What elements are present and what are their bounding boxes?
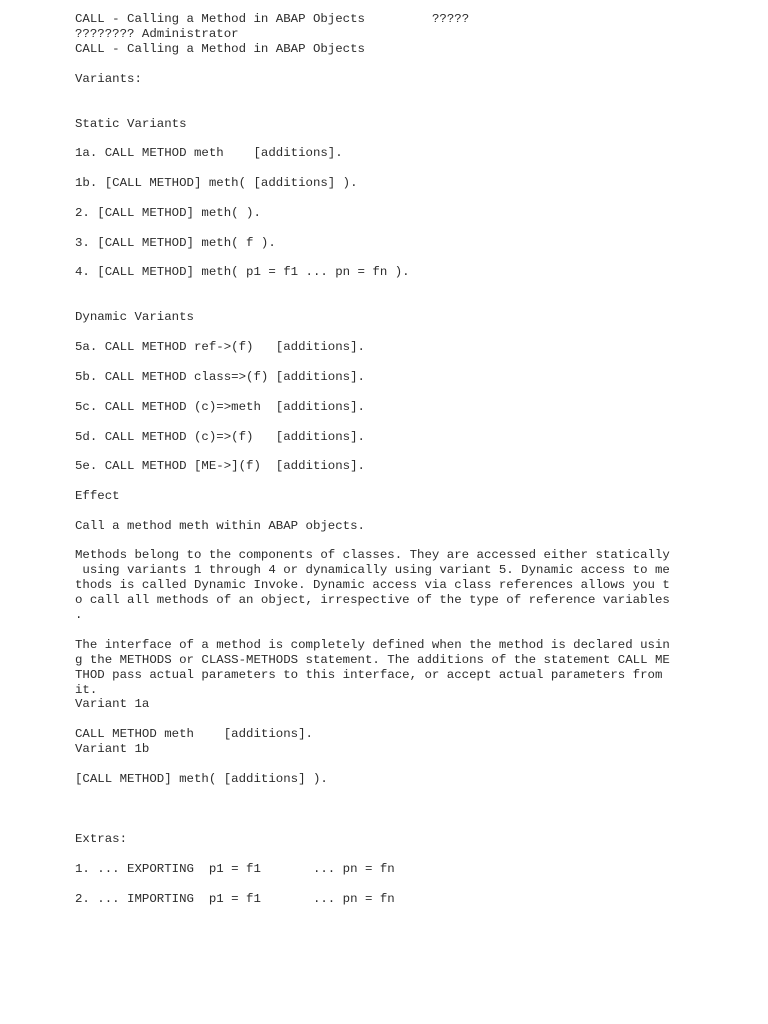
extras-heading: Extras: bbox=[75, 832, 128, 846]
interface-paragraph-line: The interface of a method is completely defined when the method is declared usin bbox=[75, 638, 670, 652]
variant-1a-syntax: CALL METHOD meth [additions]. bbox=[75, 727, 313, 741]
static-variant-line: 3. [CALL METHOD] meth( f ). bbox=[75, 236, 276, 250]
dynamic-variants-heading: Dynamic Variants bbox=[75, 310, 194, 324]
doc-repeat-title: CALL - Calling a Method in ABAP Objects bbox=[75, 42, 365, 56]
interface-paragraph-line: g the METHODS or CLASS-METHODS statement. The additions of the statement CALL ME bbox=[75, 653, 670, 667]
effect-heading: Effect bbox=[75, 489, 120, 503]
static-variant-line: 1a. CALL METHOD meth [additions]. bbox=[75, 146, 343, 160]
doc-title-line: CALL - Calling a Method in ABAP Objects bbox=[75, 12, 365, 26]
effect-paragraph-line: using variants 1 through 4 or dynamically using variant 5. Dynamic access to me bbox=[75, 563, 670, 577]
effect-paragraph-line: o call all methods of an object, irrespective of the type of reference variables bbox=[75, 593, 670, 607]
doc-question-marks: ????? bbox=[432, 12, 470, 26]
static-variant-line: 1b. [CALL METHOD] meth( [additions] ). bbox=[75, 176, 358, 190]
dynamic-variant-line: 5a. CALL METHOD ref->(f) [additions]. bbox=[75, 340, 365, 354]
variant-1b-heading: Variant 1b bbox=[75, 742, 150, 756]
dynamic-variant-line: 5c. CALL METHOD (c)=>meth [additions]. bbox=[75, 400, 365, 414]
variant-1a-heading: Variant 1a bbox=[75, 697, 150, 711]
static-variant-line: 4. [CALL METHOD] meth( p1 = f1 ... pn = fn ). bbox=[75, 265, 410, 279]
variants-heading: Variants: bbox=[75, 72, 142, 86]
variant-1b-syntax: [CALL METHOD] meth( [additions] ). bbox=[75, 772, 328, 786]
interface-paragraph-line: it. bbox=[75, 683, 98, 697]
effect-paragraph-line: Methods belong to the components of classes. They are accessed either statically bbox=[75, 548, 670, 562]
dynamic-variant-line: 5d. CALL METHOD (c)=>(f) [additions]. bbox=[75, 430, 365, 444]
static-variants-heading: Static Variants bbox=[75, 117, 187, 131]
effect-paragraph-line: thods is called Dynamic Invoke. Dynamic access via class references allows you t bbox=[75, 578, 670, 592]
extras-item: 1. ... EXPORTING p1 = f1 ... pn = fn bbox=[75, 862, 395, 876]
dynamic-variant-line: 5b. CALL METHOD class=>(f) [additions]. bbox=[75, 370, 365, 384]
extras-item: 2. ... IMPORTING p1 = f1 ... pn = fn bbox=[75, 892, 395, 906]
static-variant-line: 2. [CALL METHOD] meth( ). bbox=[75, 206, 261, 220]
doc-author-line: ???????? Administrator bbox=[75, 27, 239, 41]
dynamic-variant-line: 5e. CALL METHOD [ME->](f) [additions]. bbox=[75, 459, 365, 473]
interface-paragraph-line: THOD pass actual parameters to this interface, or accept actual parameters from bbox=[75, 668, 663, 682]
effect-summary: Call a method meth within ABAP objects. bbox=[75, 519, 365, 533]
effect-paragraph-line: . bbox=[75, 608, 83, 622]
